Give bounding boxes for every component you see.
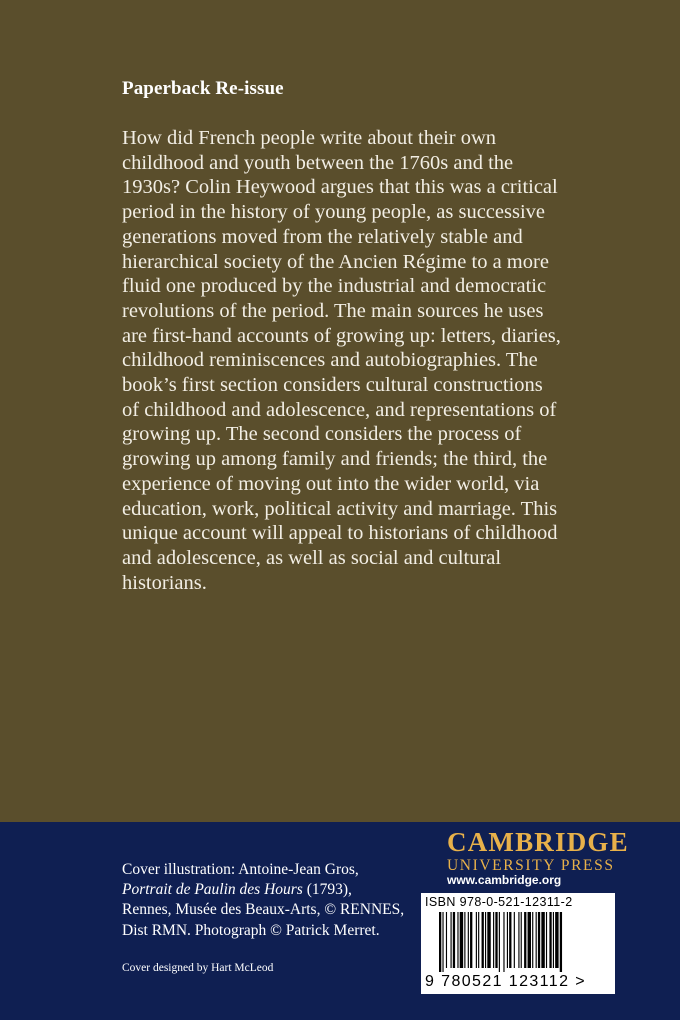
artwork-year: (1793), bbox=[302, 881, 352, 899]
barcode-bar bbox=[503, 912, 504, 972]
description-line: revolutions of the period. The main sources he uses bbox=[122, 299, 544, 322]
description-line: childhood and youth between the 1760s and the bbox=[122, 151, 514, 174]
credit-line bbox=[122, 880, 422, 900]
description-line: experience of moving out into the wider world, via bbox=[122, 472, 540, 495]
publisher-url[interactable]: www.cambridge.org bbox=[447, 873, 562, 887]
description-line: historians. bbox=[122, 571, 207, 594]
barcode-bar bbox=[493, 912, 494, 968]
barcode-bar bbox=[549, 912, 551, 968]
description-line: period in the history of young people, as successive bbox=[122, 201, 546, 224]
barcode-bar bbox=[518, 912, 519, 968]
barcode-bar bbox=[560, 912, 562, 972]
description-line: of childhood and adolescence, and representations of bbox=[122, 398, 557, 421]
barcode-bar bbox=[532, 912, 533, 968]
barcode-bar bbox=[524, 912, 526, 968]
publisher-subname: UNIVERSITY PRESS bbox=[447, 857, 615, 874]
barcode-bars-icon bbox=[425, 912, 611, 972]
isbn-label: ISBN 978-0-521-12311-2 bbox=[425, 895, 573, 909]
barcode-bar bbox=[457, 912, 458, 968]
barcode-bar bbox=[485, 912, 486, 968]
barcode-bar bbox=[495, 912, 497, 968]
barcode-bar bbox=[439, 912, 441, 972]
description-line: book’s first section considers cultural constructions bbox=[122, 374, 543, 397]
barcode-bar bbox=[476, 912, 477, 968]
publisher-logo bbox=[447, 826, 629, 875]
credit-line: Cover illustration: Antoine-Jean Gros, bbox=[122, 861, 359, 878]
barcode-bar bbox=[538, 912, 540, 968]
barcode-bar bbox=[482, 912, 484, 968]
description-line: growing up among family and friends; the third, the bbox=[122, 448, 548, 471]
description-line: How did French people write about their own bbox=[122, 127, 497, 149]
description-line: are first-hand accounts of growing up: letters, diaries, bbox=[122, 324, 561, 347]
barcode-bar bbox=[536, 912, 537, 968]
barcode-bar bbox=[478, 912, 479, 968]
barcode-bar bbox=[487, 912, 490, 968]
reissue-heading: Paperback Re-issue bbox=[122, 78, 284, 99]
barcode-bar bbox=[442, 912, 443, 972]
credit-line: Rennes, Musée des Beaux-Arts, © RENNES, bbox=[122, 901, 405, 919]
barcode-number: 9 780521 123112 > bbox=[425, 973, 586, 990]
barcode-bar bbox=[521, 912, 522, 968]
description-line: unique account will appeal to historians of childhood bbox=[122, 522, 558, 545]
barcode-bar bbox=[446, 912, 447, 968]
cover-designer-credit: Cover designed by Hart McLeod bbox=[122, 962, 274, 974]
book-description bbox=[122, 126, 592, 595]
barcode-bar bbox=[541, 912, 544, 968]
credit-line: Dist RMN. Photograph © Patrick Merret. bbox=[122, 921, 380, 939]
barcode-bar bbox=[546, 912, 547, 968]
barcode-bar bbox=[507, 912, 508, 968]
barcode-bar bbox=[499, 912, 500, 972]
barcode-bar bbox=[468, 912, 469, 968]
publisher-name: CAMBRIDGE bbox=[447, 827, 629, 857]
barcode-bar bbox=[514, 912, 515, 968]
description-line: childhood reminiscences and autobiographies. The bbox=[122, 349, 538, 372]
description-line: 1930s? Colin Heywood argues that this was a critical bbox=[122, 176, 558, 199]
isbn-barcode bbox=[421, 893, 615, 994]
artwork-title: Portrait de Paulin des Hours bbox=[122, 881, 303, 899]
barcode-bar bbox=[528, 912, 531, 968]
description-line: education, work, political activity and marriage. This bbox=[122, 497, 558, 520]
barcode-bar bbox=[464, 912, 465, 968]
description-line: hierarchical society of the Ancien Régime to a more bbox=[122, 250, 549, 273]
barcode-bar bbox=[509, 912, 511, 968]
description-line: growing up. The second considers the process of bbox=[122, 423, 522, 446]
barcode-bar bbox=[555, 912, 558, 968]
barcode-bar bbox=[553, 912, 554, 968]
description-line: generations moved from the relatively stable and bbox=[122, 225, 523, 248]
barcode-bar bbox=[460, 912, 463, 968]
description-line: and adolescence, as well as social and cultural bbox=[122, 546, 502, 569]
cover-illustration-credit bbox=[122, 860, 422, 941]
barcode-bar bbox=[451, 912, 452, 968]
barcode-bar bbox=[453, 912, 455, 968]
barcode-bar bbox=[470, 912, 472, 968]
description-line: fluid one produced by the industrial and democratic bbox=[122, 275, 547, 298]
